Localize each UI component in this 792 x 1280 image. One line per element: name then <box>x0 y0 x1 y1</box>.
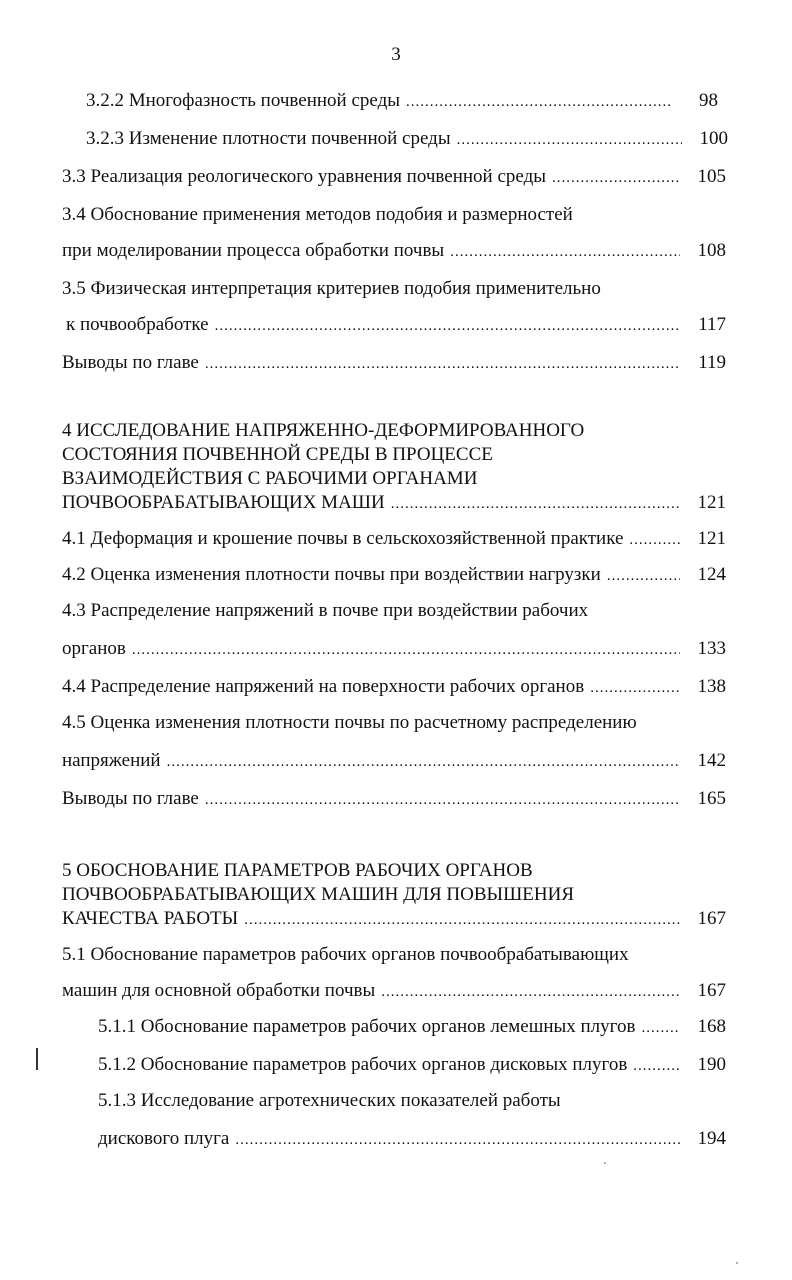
toc-entry-page: 119 <box>698 352 726 373</box>
toc-entry-4-5[interactable] <box>62 750 726 773</box>
toc-entry-3-4-line1: 3.4 Обоснование применения методов подобия и размерностей <box>62 204 573 225</box>
toc-entry-4-3[interactable] <box>62 638 726 661</box>
leader-dots <box>381 981 680 1003</box>
leader-dots <box>167 751 680 773</box>
toc-entry-label: 4.4 Распределение напряжений на поверхности рабочих органов <box>62 676 585 697</box>
toc-entry-4-2[interactable] <box>62 564 726 587</box>
toc-entry-ch3-conclusions[interactable] <box>62 352 726 375</box>
toc-entry-label: при моделировании процесса обработки почвы <box>62 240 445 261</box>
toc-entry-4-1[interactable] <box>62 528 726 551</box>
toc-entry-page: 142 <box>697 750 726 771</box>
toc-entry-label: 3.3 Реализация реологического уравнения почвенной среды <box>62 166 547 187</box>
chapter-5-line1: 5 ОБОСНОВАНИЕ ПАРАМЕТРОВ РАБОЧИХ ОРГАНОВ <box>62 860 533 881</box>
toc-entry-5-1-3-line1: 5.1.3 Исследование агротехнических показателей работы <box>98 1090 561 1111</box>
toc-entry-page: 133 <box>697 638 726 659</box>
toc-entry-label: органов <box>62 638 126 659</box>
leader-dots <box>633 1055 680 1077</box>
toc-entry-4-5-line1: 4.5 Оценка изменения плотности почвы по расчетному распределению <box>62 712 637 733</box>
leader-dots <box>607 565 680 587</box>
chapter-4-line1: 4 ИССЛЕДОВАНИЕ НАПРЯЖЕННО-ДЕФОРМИРОВАННОГО <box>62 420 585 441</box>
leader-dots <box>235 1129 680 1151</box>
leader-dots <box>457 129 682 151</box>
leader-dots <box>552 167 680 189</box>
toc-entry-page: 124 <box>697 564 726 585</box>
toc-entry-5-1-line1: 5.1 Обоснование параметров рабочих органов почвообрабатывающих <box>62 944 629 965</box>
toc-entry-label: Выводы по главе <box>62 352 199 373</box>
chapter-4-line2: СОСТОЯНИЯ ПОЧВЕННОЙ СРЕДЫ В ПРОЦЕССЕ <box>62 444 493 465</box>
scan-speck <box>604 1162 606 1164</box>
toc-entry-label: 4.2 Оценка изменения плотности почвы при воздействии нагрузки <box>62 564 601 585</box>
toc-entry-5-1-3[interactable] <box>98 1128 726 1151</box>
toc-entry-label: напряжений <box>62 750 161 771</box>
toc-entry-page: 167 <box>697 980 726 1001</box>
toc-entry-page: 98 <box>699 90 718 111</box>
toc-entry-label: 5.1.2 Обоснование параметров рабочих органов дисковых плугов <box>98 1054 628 1075</box>
toc-entry-page: 117 <box>698 314 726 335</box>
toc-entry-3-2-2[interactable] <box>86 90 718 113</box>
margin-mark <box>36 1048 38 1070</box>
toc-entry-ch4-conclusions[interactable] <box>62 788 726 811</box>
toc-entry-5-1[interactable] <box>62 980 726 1003</box>
leader-dots <box>590 677 680 699</box>
toc-entry-page: 190 <box>697 1054 726 1075</box>
toc-entry-4-4[interactable] <box>62 676 726 699</box>
toc-entry-label: к почвообработке <box>66 314 209 335</box>
chapter-4-line3: ВЗАИМОДЕЙСТВИЯ С РАБОЧИМИ ОРГАНАМИ <box>62 468 478 489</box>
toc-entry-chapter-4[interactable] <box>62 492 726 515</box>
toc-entry-label: 3.2.2 Многофазность почвенной среды <box>86 90 401 111</box>
leader-dots <box>629 529 680 551</box>
toc-entry-label: КАЧЕСТВА РАБОТЫ <box>62 908 239 929</box>
toc-entry-3-3[interactable] <box>62 166 726 189</box>
leader-dots <box>450 241 680 263</box>
leader-dots <box>205 353 680 375</box>
toc-entry-4-3-line1: 4.3 Распределение напряжений в почве при воздействии рабочих <box>62 600 589 621</box>
leader-dots <box>215 315 680 337</box>
leader-dots <box>391 493 680 515</box>
toc-entry-label: дискового плуга <box>98 1128 230 1149</box>
toc-entry-chapter-5[interactable] <box>62 908 726 931</box>
toc-entry-page: 168 <box>697 1016 726 1037</box>
toc-entry-3-5-line1: 3.5 Физическая интерпретация критериев подобия применительно <box>62 278 601 299</box>
leader-dots <box>244 909 680 931</box>
toc-entry-3-5[interactable] <box>66 314 726 337</box>
toc-entry-3-4[interactable] <box>62 240 726 263</box>
toc-entry-page: 121 <box>697 492 726 513</box>
toc-entry-label: 4.1 Деформация и крошение почвы в сельскохозяйственной практике <box>62 528 624 549</box>
leader-dots <box>406 91 672 113</box>
toc-entry-5-1-1[interactable] <box>98 1016 726 1039</box>
toc-entry-5-1-2[interactable] <box>98 1054 726 1077</box>
toc-entry-page: 138 <box>697 676 726 697</box>
toc-entry-page: 165 <box>697 788 726 809</box>
toc-entry-label: машин для основной обработки почвы <box>62 980 376 1001</box>
toc-entry-label: 3.2.3 Изменение плотности почвенной среды <box>86 128 451 149</box>
toc-entry-label: 5.1.1 Обоснование параметров рабочих органов лемешных плугов <box>98 1016 636 1037</box>
toc-entry-label: ПОЧВООБРАБАТЫВАЮЩИХ МАШИ <box>62 492 385 513</box>
toc-entry-page: 108 <box>697 240 726 261</box>
scan-speck <box>736 1262 738 1264</box>
toc-entry-page: 105 <box>697 166 726 187</box>
toc-entry-label: Выводы по главе <box>62 788 199 809</box>
chapter-5-line2: ПОЧВООБРАБАТЫВАЮЩИХ МАШИН ДЛЯ ПОВЫШЕНИЯ <box>62 884 574 905</box>
toc-entry-3-2-3[interactable] <box>86 128 728 151</box>
leader-dots <box>205 789 680 811</box>
toc-entry-page: 167 <box>697 908 726 929</box>
page-number: 3 <box>391 44 401 65</box>
toc-entry-page: 100 <box>699 128 728 149</box>
leader-dots <box>641 1017 680 1039</box>
toc-entry-page: 194 <box>697 1128 726 1149</box>
toc-entry-page: 121 <box>697 528 726 549</box>
leader-dots <box>132 639 680 661</box>
